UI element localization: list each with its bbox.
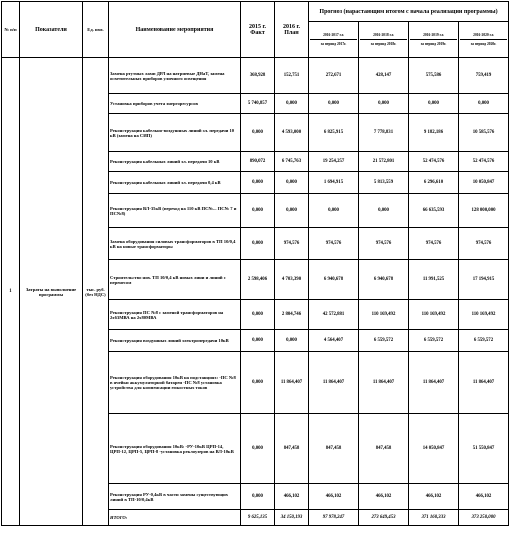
header-f4-period: за период 2020г. <box>460 39 507 46</box>
value-f1: 0,000 <box>309 194 359 228</box>
value-v2015: 890,072 <box>241 152 275 172</box>
header-measures: Наименование мероприятия <box>109 2 241 58</box>
measure-name: Реконструкция оборудования 10кВ на подстанциях: -ПС №8 в ячейки аккумуляторной батареи -ПС №8 установка устройства для компенсации емкостных токов <box>109 352 241 414</box>
value-v2015: 0,000 <box>241 300 275 330</box>
value-v2015: 0,000 <box>241 484 275 510</box>
row-indicator: Затраты на выполнение программы <box>20 58 83 526</box>
value-f1: 272,671 <box>309 58 359 94</box>
measure-name: Установка приборов учета энергоресурсов <box>109 94 241 114</box>
value-f4: 759,419 <box>459 58 509 94</box>
total-f2: 273 649,453 <box>359 510 409 526</box>
table-row <box>2 58 509 94</box>
measure-name: Реконструкция ВЛ-35кВ (переход на 110 кВ ПС№... ПС№ 7 и ПС№8) <box>109 194 241 228</box>
value-f2: 428,147 <box>359 58 409 94</box>
value-f3: 110 169,492 <box>409 300 459 330</box>
header-no: № п/п <box>2 2 20 58</box>
header-2016: 2016 г. План <box>275 2 309 58</box>
measure-name: Реконструкция воздушных линий электропередачи 10кВ <box>109 330 241 352</box>
value-v2016: 4 703,390 <box>275 260 309 300</box>
total-v2016: 34 150,193 <box>275 510 309 526</box>
measure-name: Замена ртутных ламп ДРЛ на натриевые ДНаТ, замена осветительных приборов уличного освещения <box>109 58 241 94</box>
measure-name: Реконструкция ПС №8 с заменой трансформаторов на 2х63МВА на 2х80МВА <box>109 300 241 330</box>
measure-name: Реконструкция кабельно-воздушных линий эл. передачи 10 кВ (замена на СИП) <box>109 114 241 152</box>
total-f1: 97 978,247 <box>309 510 359 526</box>
header-f3-years: 2016-2019 г.г. <box>423 33 444 37</box>
value-f2: 847,458 <box>359 414 409 484</box>
value-f4: 10 585,576 <box>459 114 509 152</box>
value-v2016: 0,000 <box>275 194 309 228</box>
value-f1: 4 564,407 <box>309 330 359 352</box>
value-f3: 9 182,186 <box>409 114 459 152</box>
value-f1: 19 254,257 <box>309 152 359 172</box>
value-f2: 466,102 <box>359 484 409 510</box>
header-forecast: Прогноз (нарастающим итогом с начала реализации программы) <box>309 2 509 22</box>
value-f1: 6 825,915 <box>309 114 359 152</box>
value-f4: 6 559,572 <box>459 330 509 352</box>
measure-name: Реконструкция РУ-0,4кВ в части замены существующих линий в ТП-10/0,4кВ <box>109 484 241 510</box>
header-f2-period: за период 2018г. <box>360 39 407 46</box>
value-f2: 0,000 <box>359 94 409 114</box>
value-f1: 11 864,407 <box>309 352 359 414</box>
value-v2016: 2 804,746 <box>275 300 309 330</box>
row-number: 1 <box>2 58 20 526</box>
value-f2: 21 572,801 <box>359 152 409 172</box>
value-v2015: 0,000 <box>241 194 275 228</box>
header-f4-years: 2016-2020 г.г. <box>473 33 494 37</box>
value-f1: 42 572,881 <box>309 300 359 330</box>
value-f2: 0,000 <box>359 194 409 228</box>
value-f3: 14 050,847 <box>409 414 459 484</box>
value-f1: 847,458 <box>309 414 359 484</box>
value-f3: 66 635,593 <box>409 194 459 228</box>
value-f3: 11 864,407 <box>409 352 459 414</box>
value-f2: 6 940,678 <box>359 260 409 300</box>
value-f3: 0,000 <box>409 94 459 114</box>
value-f1: 6 940,678 <box>309 260 359 300</box>
value-f3: 466,102 <box>409 484 459 510</box>
value-f4: 110 169,492 <box>459 300 509 330</box>
value-f1: 974,576 <box>309 228 359 260</box>
value-v2015: 368,928 <box>241 58 275 94</box>
row-unit: тыс. руб. (без НДС) <box>83 58 109 526</box>
value-v2016: 0,000 <box>275 172 309 194</box>
value-f4: 17 194,915 <box>459 260 509 300</box>
total-f3: 371 160,333 <box>409 510 459 526</box>
value-v2015: 0,000 <box>241 114 275 152</box>
header-f1 <box>309 22 359 58</box>
value-v2016: 4 593,000 <box>275 114 309 152</box>
header-2015: 2015 г. Факт <box>241 2 275 58</box>
total-label: ИТОГО: <box>109 510 241 526</box>
value-f4: 51 550,847 <box>459 414 509 484</box>
value-v2016: 152,751 <box>275 58 309 94</box>
measure-name: Замена оборудования силовых трансформаторов в ТП 10/0,4 кВ на новые трансформаторы <box>109 228 241 260</box>
header-unit: Ед. изм. <box>83 2 109 58</box>
header-f3 <box>409 22 459 58</box>
value-v2015: 0,000 <box>241 330 275 352</box>
measure-name: Строительство нов. ТП 10/0,4 кВ новых лини и линий с перенесом <box>109 260 241 300</box>
value-v2015: 0,000 <box>241 228 275 260</box>
header-f2-years: 2016-2018 г.г. <box>373 33 394 37</box>
value-f1: 466,102 <box>309 484 359 510</box>
value-f4: 11 864,407 <box>459 352 509 414</box>
value-f4: 466,102 <box>459 484 509 510</box>
value-v2016: 0,000 <box>275 94 309 114</box>
value-v2016: 847,458 <box>275 414 309 484</box>
value-v2016: 11 864,407 <box>275 352 309 414</box>
value-v2015: 2 598,406 <box>241 260 275 300</box>
value-f1: 1 694,915 <box>309 172 359 194</box>
header-f4 <box>459 22 509 58</box>
value-v2015: 0,000 <box>241 172 275 194</box>
header-f3-period: за период 2019г. <box>410 39 457 46</box>
value-f1: 0,000 <box>309 94 359 114</box>
header-f1-period: за период 2017г. <box>310 39 357 46</box>
header-indicator: Показатели <box>20 2 83 58</box>
value-f2: 6 559,572 <box>359 330 409 352</box>
total-f4: 373 250,000 <box>459 510 509 526</box>
value-f3: 6 296,610 <box>409 172 459 194</box>
value-f3: 974,576 <box>409 228 459 260</box>
value-f2: 110 169,492 <box>359 300 409 330</box>
value-f2: 11 864,407 <box>359 352 409 414</box>
value-f2: 7 778,831 <box>359 114 409 152</box>
measure-name: Реконструкция кабельных линий эл. передачи 0,4 кВ <box>109 172 241 194</box>
value-f4: 128 000,000 <box>459 194 509 228</box>
program-table <box>1 1 509 526</box>
header-f2 <box>359 22 409 58</box>
value-v2015: 5 740,857 <box>241 94 275 114</box>
value-v2016: 466,102 <box>275 484 309 510</box>
value-f4: 974,576 <box>459 228 509 260</box>
value-f3: 52 474,576 <box>409 152 459 172</box>
total-v2015: 9 625,135 <box>241 510 275 526</box>
value-v2015: 0,000 <box>241 414 275 484</box>
value-f2: 974,576 <box>359 228 409 260</box>
value-v2015: 0,000 <box>241 352 275 414</box>
measure-name: Реконструкция оборудования 10кВ: -РУ-10кВ ЦРП-14, ЦРП-12, ЦРП-5, ЦРП-8 -установка реклоузеров на ВЛ-10кВ <box>109 414 241 484</box>
measure-name: Реконструкция кабельных линий эл. передачи 10 кВ <box>109 152 241 172</box>
value-f4: 0,000 <box>459 94 509 114</box>
value-f4: 10 050,847 <box>459 172 509 194</box>
value-f3: 575,586 <box>409 58 459 94</box>
value-f3: 11 991,525 <box>409 260 459 300</box>
value-v2016: 6 745,763 <box>275 152 309 172</box>
value-f2: 5 813,559 <box>359 172 409 194</box>
value-f3: 6 559,572 <box>409 330 459 352</box>
header-f1-years: 2016-2017 г.г. <box>323 33 344 37</box>
value-f4: 52 474,576 <box>459 152 509 172</box>
value-v2016: 0,000 <box>275 330 309 352</box>
value-v2016: 974,576 <box>275 228 309 260</box>
